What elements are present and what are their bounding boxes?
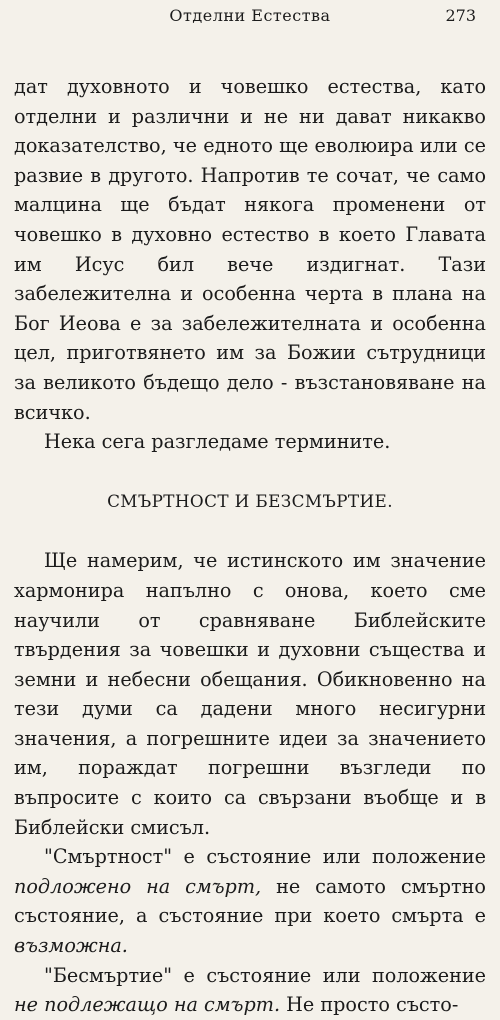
page-header xyxy=(14,0,486,36)
paragraph-3: Ще намерим, че истинското им значение хармонира напълно с онова, което сме научили от сравняване Библейските твърдения за човешки и духовни същества и земни и небесни обещания. Обикновенно на тези думи са дадени много несигурни значения, а погрешните идеи за значението им, пораждат погрешни възгледи по въпросите с които са свързани въобще и в Библейски смисъл. xyxy=(14,549,486,839)
section-heading: СМЪРТНОСТ И БЕЗСМЪРТИЕ. xyxy=(107,490,393,511)
running-head: Отделни Естества xyxy=(169,6,331,25)
paragraph-5-italic: не подлежащо на смърт. xyxy=(14,993,281,1017)
paragraph-4-text-b: не самото смъртно състояние, а състояние при което смърта е xyxy=(14,874,486,928)
paragraph-4-italic-b: възможна. xyxy=(14,934,128,958)
paragraph-4 xyxy=(14,842,486,960)
paragraph-1: дат духовното и човешко естества, като отделни и различни и не ни дават никакво доказателство, че едното ще еволюира или се развие в другото. Напротив те сочат, че само малцина ще бъдат някога променени от човешко в духовно естество в което Главата им Исус бил вече издигнат. Тази забележителна и особенна черта в плана на Бог Иеова е за забележителната и особенна цел, приготвянето им за Божии сътрудници за великото бъдещо дело - възстановяване на всичко. xyxy=(14,75,486,424)
paragraph-5 xyxy=(14,961,486,1020)
body-text xyxy=(14,72,486,1020)
paragraph-2: Нека сега разгледаме термините. xyxy=(44,430,391,454)
paragraph-4-text-a: "Смъртност" е състояние или положение xyxy=(44,845,486,869)
paragraph-5-text-a: "Бесмъртие" е състояние или положение xyxy=(44,963,486,987)
page-number: 273 xyxy=(445,6,476,25)
paragraph-4-italic-a: подложено на смърт, xyxy=(14,874,262,898)
paragraph-5-text-b: Не просто състо- xyxy=(286,993,459,1017)
